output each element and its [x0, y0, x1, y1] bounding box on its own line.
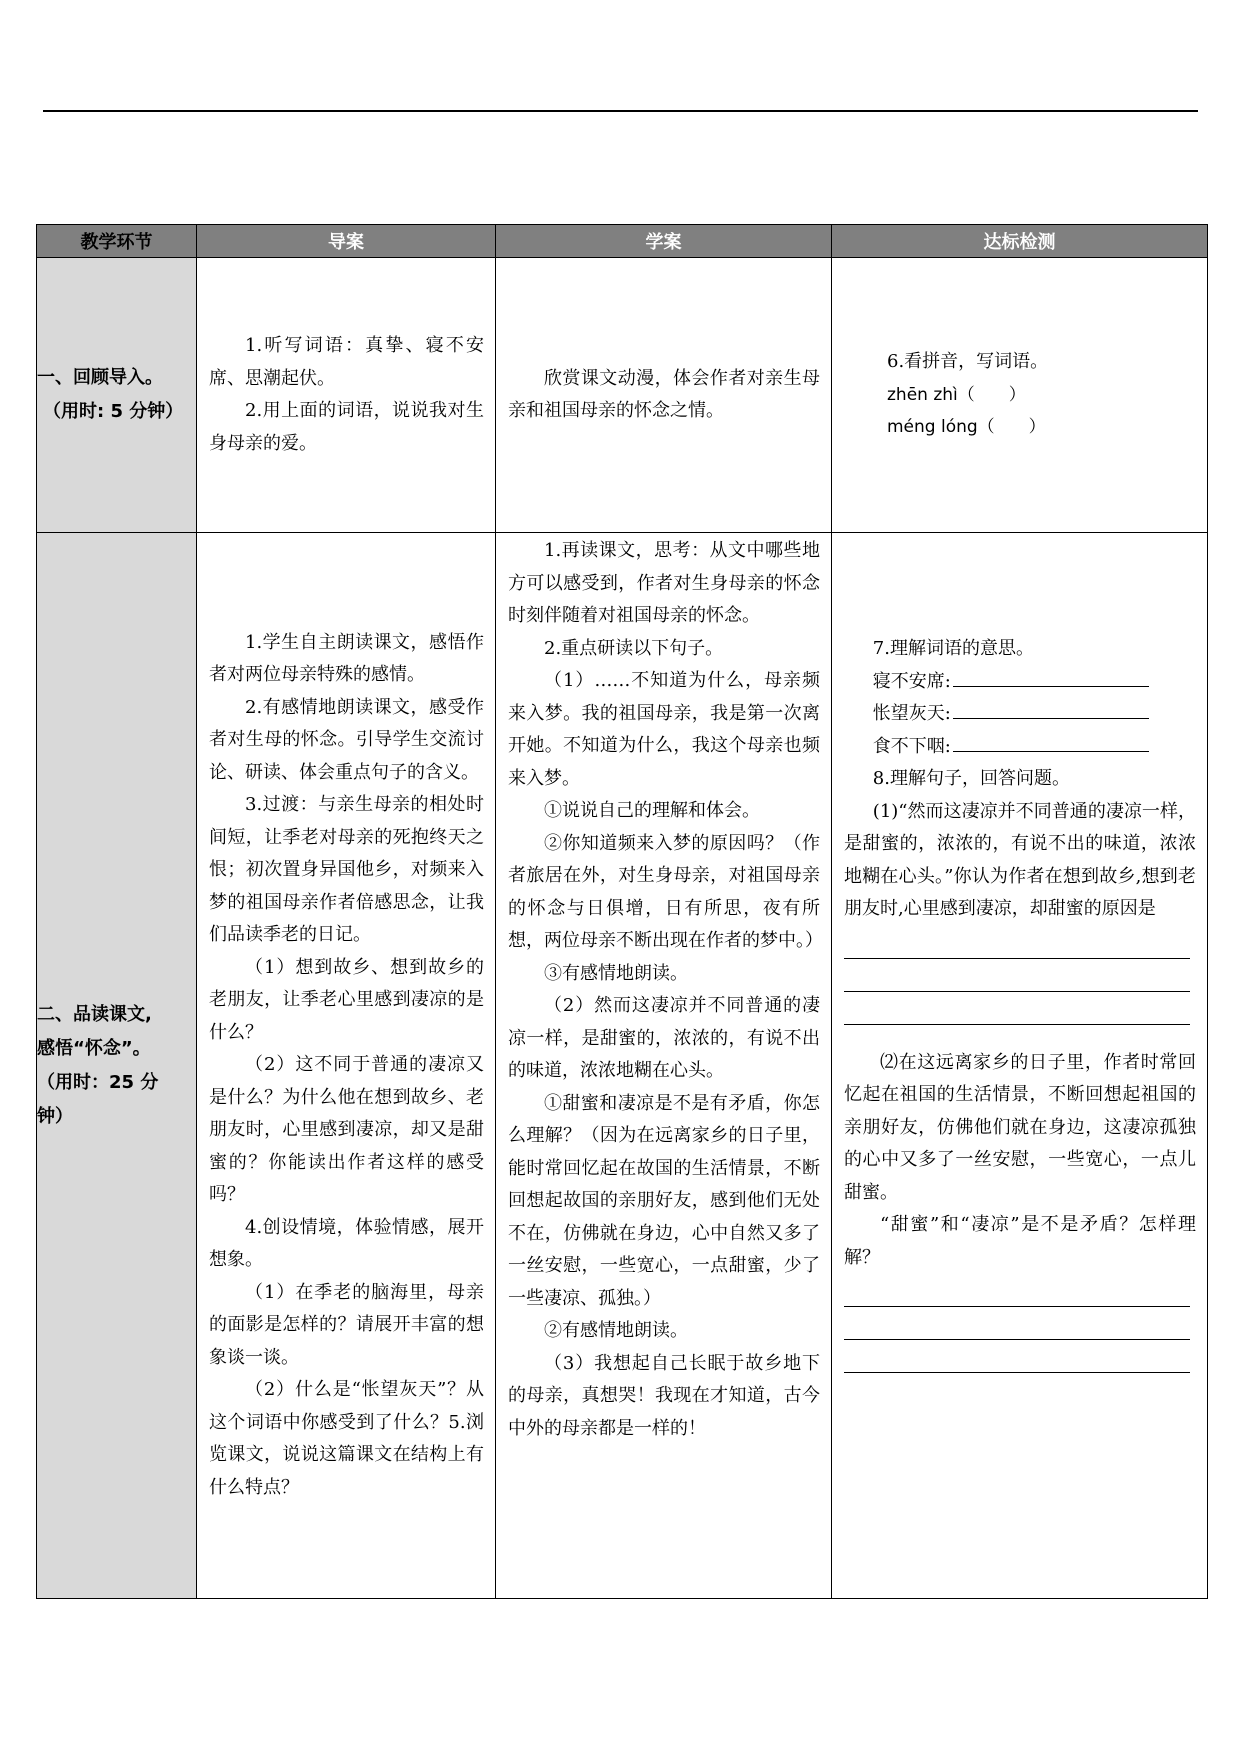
term-item: [844, 698, 1196, 731]
term-label: 怅望灰天:: [872, 703, 951, 724]
stage-label: 感悟“怀念”。: [37, 1037, 151, 1059]
answer-blank[interactable]: [953, 685, 1149, 687]
term-item: [844, 666, 1196, 699]
pinyin-item: zhēn zhì（ ）: [887, 384, 1026, 405]
guide-item: 1.听写词语：真挚、寝不安席、思潮起伏。: [209, 335, 484, 389]
test-question: 7.理解词语的意思。: [872, 638, 1034, 659]
table-header-row: [37, 225, 1208, 258]
test-question: 8.理解句子，回答问题。: [872, 768, 1070, 789]
study-item: 2.重点研读以下句子。: [544, 637, 724, 659]
study-item: ②有感情地朗读。: [544, 1320, 688, 1341]
guide-cell-review: [197, 258, 496, 533]
test-question: (1)“然而这凄凉并不同普通的凄凉一样，是甜蜜的，浓浓的，有说不出的味道，浓浓地糊在心头。”你认为作者在想到故乡,想到老朋友时,心里感到凄凉，却甜蜜的原因是: [844, 800, 1196, 919]
guide-item: 4.创设情境，体验情感，展开想象。: [209, 1216, 484, 1271]
study-item: ②你知道频来入梦的原因吗？（作者旅居在外，对生身母亲，对祖国母亲的怀念与日俱增，日有所思，夜有所想，两位母亲不断出现在作者的梦中。）: [508, 832, 823, 951]
answer-blank[interactable]: [953, 717, 1149, 719]
study-item: （2）然而这凄凉并不同普通的凄凉一样，是甜蜜的，浓浓的，有说不出的味道，浓浓地糊在心头。: [508, 995, 820, 1081]
stage-time: 钟）: [37, 1105, 73, 1127]
study-item: ①甜蜜和凄凉是不是有矛盾，你怎么理解？（因为在远离家乡的日子里，能时常回忆起在故国的生活情景，不断回想起故国的亲朋好友，感到他们无处不在，仿佛就在身边，心中自然又多了一丝安慰，一些宽心，一点甜蜜，少了一些凄凉、孤独。）: [508, 1092, 820, 1309]
stage-label: 二、品读课文,: [37, 1003, 152, 1025]
answer-line[interactable]: [844, 1307, 1190, 1340]
answer-line[interactable]: [844, 992, 1190, 1025]
test-question: ⑵在这远离家乡的日子里，作者时常回忆起在祖国的生活情景，不断回想起祖国的亲朋好友，仿佛他们就在身边，这凄凉孤独的心中又多了一丝安慰，一些宽心，一点儿甜蜜。: [844, 1051, 1196, 1203]
study-item: 欣赏课文动漫，体会作者对亲生母亲和祖国母亲的怀念之情。: [508, 367, 820, 421]
study-cell-reading: [496, 533, 832, 1599]
answer-line[interactable]: [844, 1340, 1190, 1373]
stage-cell-reading: [37, 533, 197, 1599]
term-label: 食不下咽:: [872, 735, 951, 757]
lesson-plan-table: [36, 224, 1208, 1599]
guide-item: 2.用上面的词语，说说我对生身母亲的爱。: [209, 400, 484, 454]
study-item: ①说说自己的理解和体会。: [544, 800, 760, 821]
stage-time: （用时：25 分: [37, 1071, 159, 1093]
test-question: 6.看拼音，写词语。: [887, 351, 1049, 373]
study-item: ③有感情地朗读。: [544, 962, 688, 984]
guide-item: （1）想到故乡、想到故乡的老朋友，让季老心里感到凄凉的是什么？: [209, 956, 484, 1043]
header-rule: [43, 110, 1198, 112]
term-item: [844, 731, 1196, 764]
guide-item: 2.有感情地朗读课文，感受作者对生母的怀念。引导学生交流讨论、研读、体会重点句子的含义。: [209, 696, 484, 783]
table-row-reading: [37, 533, 1208, 1599]
header-stage: 教学环节: [37, 225, 197, 258]
answer-line[interactable]: [844, 1274, 1190, 1307]
guide-cell-reading: [197, 533, 496, 1599]
guide-item: （2）什么是“怅望灰天”？从这个词语中你感受到了什么？5.浏览课文，说说这篇课文在结构上有什么特点？: [209, 1379, 484, 1498]
test-question: “甜蜜”和“凄凉”是不是矛盾？怎样理解？: [844, 1214, 1196, 1268]
test-cell-reading: [832, 533, 1208, 1599]
header-guide: 导案: [197, 225, 496, 258]
answer-line[interactable]: [844, 959, 1190, 992]
header-study: 学案: [496, 225, 832, 258]
stage-cell-review: [37, 258, 197, 533]
study-item: （3）我想起自己长眠于故乡地下的母亲，真想哭！我现在才知道，古今中外的母亲都是一样的！: [508, 1352, 820, 1439]
answer-line[interactable]: [844, 926, 1190, 959]
guide-item: （1）在季老的脑海里，母亲的面影是怎样的？请展开丰富的想象谈一谈。: [209, 1281, 484, 1368]
term-label: 寝不安席:: [872, 670, 951, 692]
guide-item: 3.过渡：与亲生母亲的相处时间短，让季老对母亲的死抱终天之恨；初次置身异国他乡，对频来入梦的祖国母亲作者倍感思念，让我们品读季老的日记。: [209, 794, 484, 946]
study-item: （1）……不知道为什么，母亲频来入梦。我的祖国母亲，我是第一次离开她。不知道为什么，我这个母亲也频来入梦。: [508, 670, 820, 789]
table-row-review: [37, 258, 1208, 533]
guide-item: 1.学生自主朗读课文，感悟作者对两位母亲特殊的感情。: [209, 631, 484, 686]
study-cell-review: [496, 258, 832, 533]
pinyin-item: méng lóng（ ）: [887, 417, 1046, 438]
guide-item: （2）这不同于普通的凄凉又是什么？为什么他在想到故乡、老朋友时，心里感到凄凉，却又是甜蜜的？你能读出作者这样的感受吗？: [209, 1054, 484, 1206]
stage-time: （用时: 5 分钟）: [43, 401, 184, 422]
header-test: 达标检测: [832, 225, 1208, 258]
test-cell-review: [832, 258, 1208, 533]
answer-blank[interactable]: [953, 750, 1149, 752]
study-item: 1.再读课文，思考：从文中哪些地方可以感受到，作者对生身母亲的怀念时刻伴随着对祖国母亲的怀念。: [508, 540, 820, 626]
stage-label: 一、回顾导入。: [37, 367, 163, 388]
